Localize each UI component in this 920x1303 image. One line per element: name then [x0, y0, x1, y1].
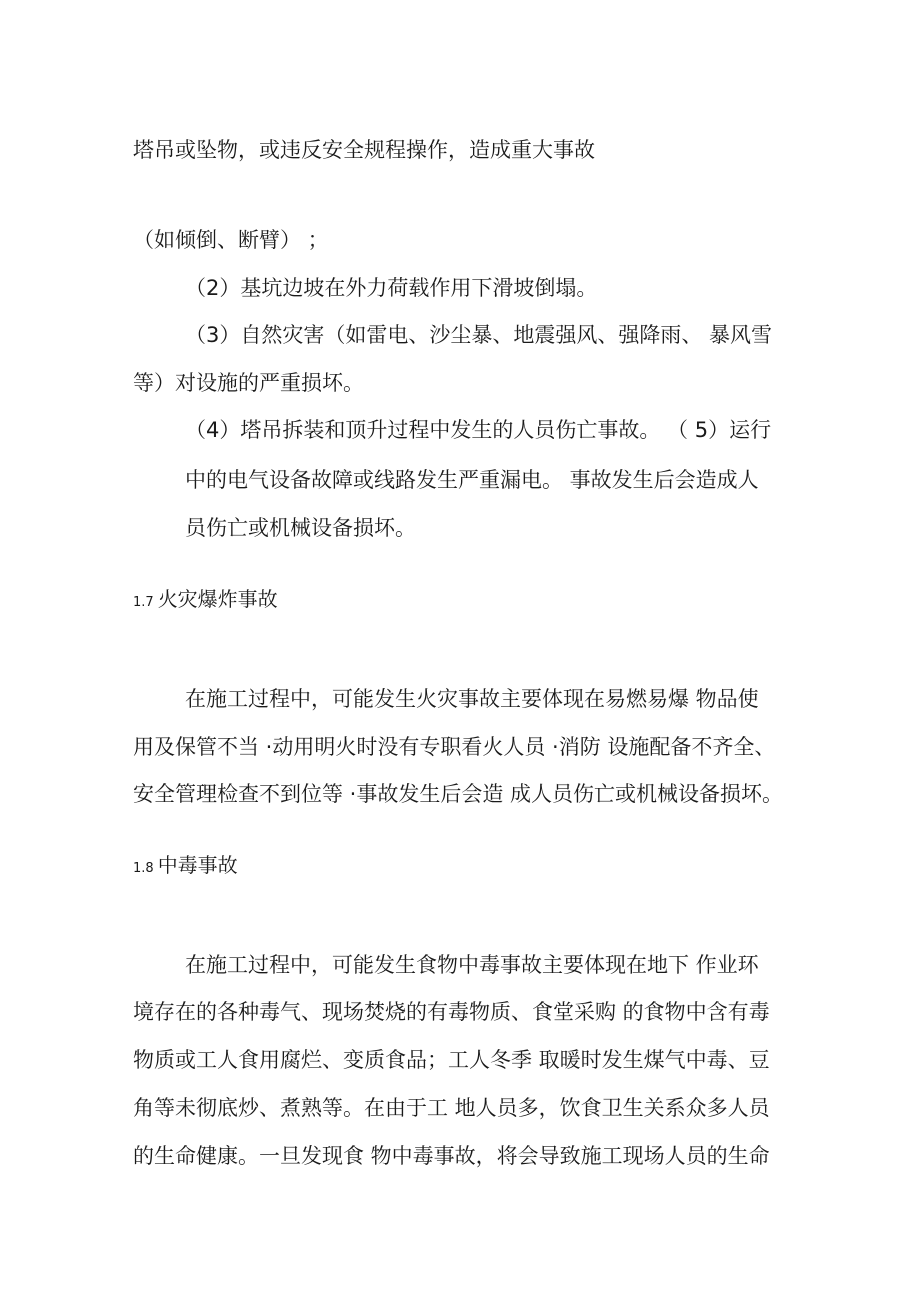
paragraph-line: （如倾倒、断臂） ；	[133, 228, 329, 252]
paragraph-line: 角等未彻底炒、煮熟等。在由于工 地人员多，饮食卫生关系众多人员	[133, 1096, 770, 1120]
paragraph-line: 用及保管不当 ·动用明火时没有专职看火人员 ·消防 设施配备不齐全、	[133, 735, 776, 759]
paragraph-line: 等）对设施的严重损坏。	[133, 371, 364, 395]
paragraph-line: 在施工过程中，可能发生食物中毒事故主要体现在地下 作业环	[185, 953, 759, 977]
paragraph-line: 境存在的各种毒气、现场焚烧的有毒物质、食堂采购 的食物中含有毒	[133, 1000, 770, 1024]
section-heading-1-8	[133, 851, 238, 883]
section-number: 1.8	[133, 861, 154, 876]
list-item-4: （4）塔吊拆装和顶升过程中发生的人员伤亡事故。 （ 5）运行	[185, 418, 772, 442]
section-title: 中毒事故	[157, 853, 238, 877]
paragraph-line: 员伤亡或机械设备损坏。	[185, 516, 416, 540]
section-title: 火灾爆炸事故	[157, 587, 278, 611]
paragraph-line: 塔吊或坠物，或违反安全规程操作，造成重大事故	[133, 138, 595, 162]
paragraph-line: 中的电气设备故障或线路发生严重漏电。 事故发生后会造成人	[185, 468, 759, 492]
paragraph-line: 在施工过程中，可能发生火灾事故主要体现在易燃易爆 物品使	[185, 687, 759, 711]
paragraph-line: 物质或工人食用腐烂、变质食品；工人冬季 取暖时发生煤气中毒、豆	[133, 1048, 770, 1072]
section-heading-1-7	[133, 585, 278, 617]
list-item-3: （3）自然灾害（如雷电、沙尘暴、地震强风、强降雨、 暴风雪	[185, 323, 773, 347]
list-item-2: （2）基坑边坡在外力荷载作用下滑坡倒塌。	[185, 276, 598, 300]
paragraph-line: 安全管理检查不到位等 ·事故发生后会造 成人员伤亡或机械设备损坏。	[133, 782, 784, 806]
section-number: 1.7	[133, 595, 154, 610]
paragraph-line: 的生命健康。一旦发现食 物中毒事故，将会导致施工现场人员的生命	[133, 1144, 770, 1168]
